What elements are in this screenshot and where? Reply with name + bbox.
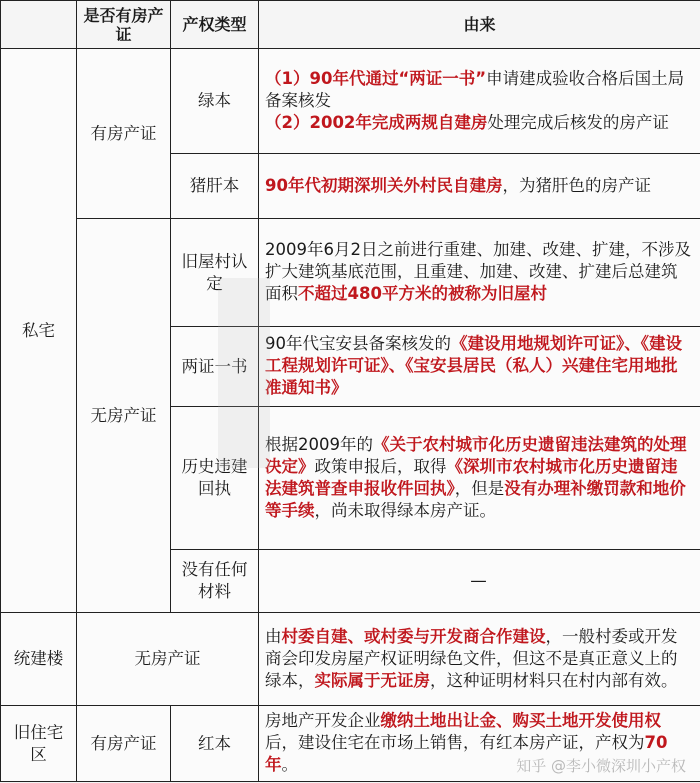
origin-segment: 由 <box>265 626 282 646</box>
origin-segment: 房地产开发企业 <box>265 711 381 730</box>
origin-cell <box>259 327 700 407</box>
type-old-village: 旧屋村认定 <box>171 219 259 327</box>
origin-segment: 2009年6月2日之前进行重建、加建、改建、扩建，不涉及扩大建筑基底范围，且重建、加建、改建、扩建后总建筑面积 <box>265 240 691 303</box>
table-row <box>1 49 700 154</box>
table-row <box>1 219 700 327</box>
origin-segment: （1）90年代通过“两证一书” <box>265 68 487 88</box>
origin-segment: 。 <box>281 755 298 774</box>
origin-segment: （2）2002年完成两规自建房 <box>265 112 488 132</box>
table-row <box>1 613 700 706</box>
origin-cell-empty: — <box>259 550 700 613</box>
header-corner <box>1 1 77 49</box>
origin-segment: ，这种证明材料只在村内部有效。 <box>430 670 678 690</box>
origin-segment: 处理完成后核发的房产证 <box>487 112 669 132</box>
origin-segment: 没有办理补缴罚款和地价等手续 <box>265 478 686 520</box>
header-has-certificate: 是否有房产证 <box>77 1 171 49</box>
origin-cell <box>259 154 700 219</box>
has-certificate-cell: 有房产证 <box>77 706 171 782</box>
origin-segment: ，为猪肝色的房产证 <box>502 175 651 195</box>
origin-segment: 《深圳市农村城市化历史遗留违法建筑普查申报收件回执》 <box>265 456 678 498</box>
type-red-book: 红本 <box>171 706 259 782</box>
origin-segment: 《建设用地规划许可证》、《建设工程规划许可证》、《宝安县居民（私人）兴建住宅用地批准通知书》 <box>265 334 682 397</box>
origin-segment: ，尚未取得绿本房产证。 <box>314 500 496 520</box>
type-no-material: 没有任何材料 <box>171 550 259 613</box>
origin-segment: 70年 <box>265 733 668 774</box>
origin-cell <box>259 613 700 706</box>
origin-cell <box>259 219 700 327</box>
origin-cell <box>259 49 700 154</box>
origin-segment: 缴纳土地出让金、购买土地开发使用权 <box>380 711 661 730</box>
origin-segment: 《关于农村城市化历史遗留违法建筑的处理决定》 <box>265 434 687 476</box>
origin-segment: ，但是 <box>454 478 505 498</box>
type-green-book: 绿本 <box>171 49 259 154</box>
origin-segment: 不超过480平方米的被称为旧屋村 <box>298 284 547 303</box>
category-private-house: 私宅 <box>1 49 77 613</box>
header-row <box>1 1 700 49</box>
category-old-residential: 旧住宅区 <box>1 706 77 782</box>
origin-segment: 实际属于无证房 <box>314 670 430 690</box>
watermark: 知乎 @李小微深圳小产权 <box>516 757 686 775</box>
origin-segment: 村委自建、或村委与开发商合作建设 <box>281 626 546 646</box>
type-illegal-build-receipt: 历史违建回执 <box>171 407 259 550</box>
origin-segment: 90年代初期深圳关外村民自建房 <box>265 175 503 195</box>
no-certificate-cell: 无房产证 <box>77 613 259 706</box>
has-certificate-cell: 有房产证 <box>77 49 171 219</box>
header-property-type: 产权类型 <box>171 1 259 49</box>
category-unified-building: 统建楼 <box>1 613 77 706</box>
origin-cell <box>259 407 700 550</box>
origin-segment: 根据2009年的 <box>265 434 373 454</box>
origin-segment: 申请建成验收合格后国土局备案核发 <box>265 68 685 110</box>
origin-segment: 后，建设住宅在市场上销售，有红本房产证，产权为 <box>265 733 645 752</box>
no-certificate-cell: 无房产证 <box>77 219 171 613</box>
origin-cell <box>259 706 700 782</box>
origin-segment: 政策申报后，取得 <box>314 456 447 476</box>
type-two-certs-one-letter: 两证一书 <box>171 327 259 407</box>
origin-segment: ，一般村委或开发商会印发房屋产权证明绿色文件，但这不是真正意义上的绿本， <box>265 626 678 690</box>
header-origin: 由来 <box>259 1 700 49</box>
type-liver-book: 猪肝本 <box>171 154 259 219</box>
table-row <box>1 706 700 782</box>
origin-segment: 90年代宝安县备案核发的 <box>265 334 451 353</box>
